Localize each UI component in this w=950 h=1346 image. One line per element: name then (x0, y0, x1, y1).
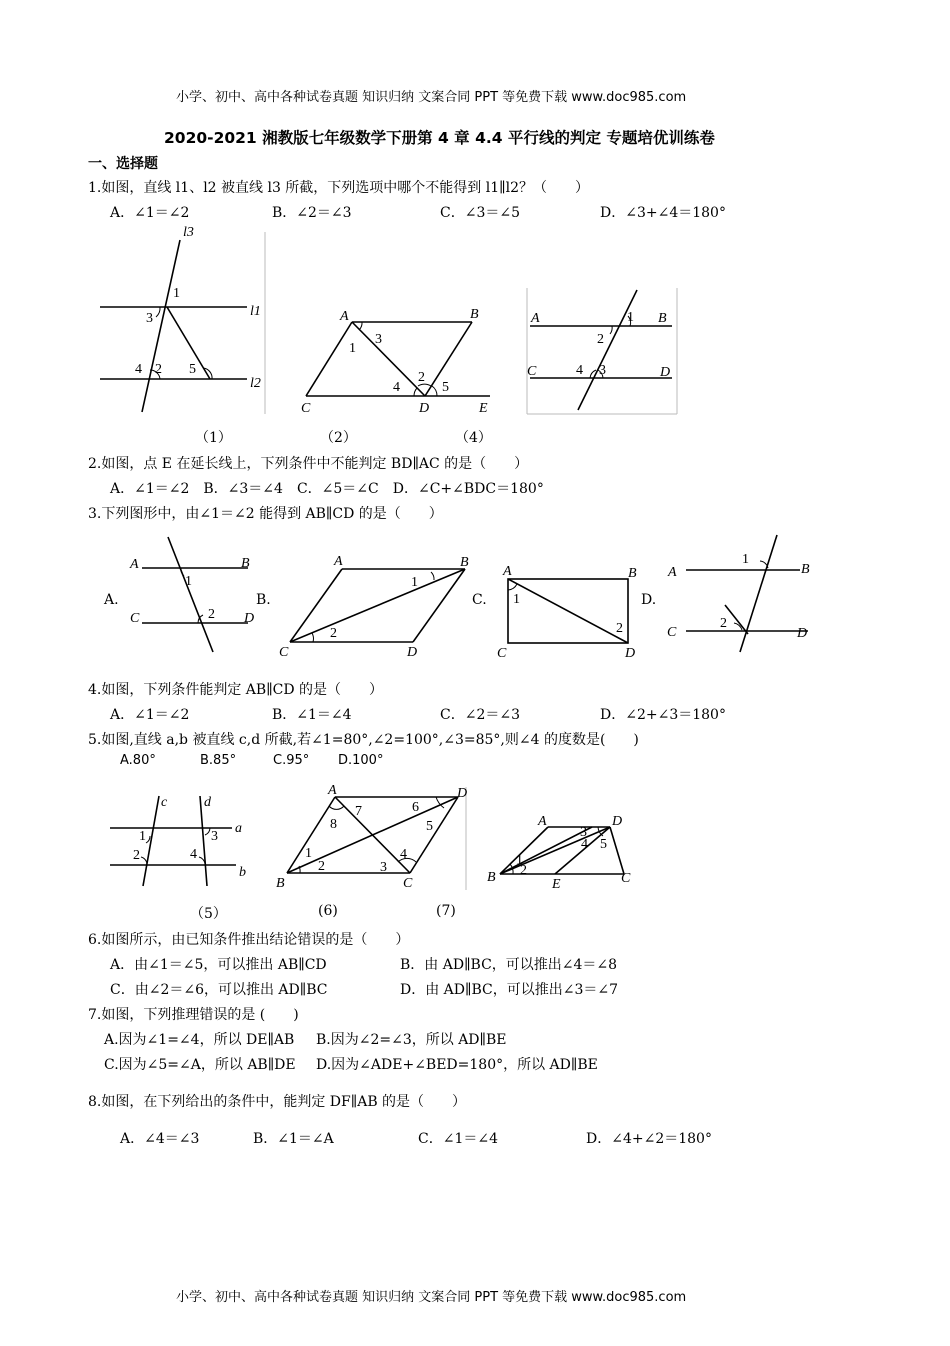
q3-stem: 3.下列图形中，由∠1＝∠2 能得到 AB∥CD 的是（ ） (88, 506, 443, 522)
label-c: C (130, 611, 140, 626)
label-b: B (470, 307, 479, 322)
label-a: A (668, 565, 677, 580)
label-e: E (552, 877, 561, 892)
q5-option-a: A.80° (120, 753, 156, 768)
label-c: C (621, 871, 631, 886)
angle-label-1: 1 (411, 575, 418, 590)
q1-stem: 1.如图，直线 l1、l2 被直线 l3 所截，下列选项中哪个不能得到 l1∥l2？（ ） (88, 180, 589, 196)
q5-option-d: D.100° (338, 753, 384, 768)
q7-option-b: B.因为∠2=∠3，所以 AD∥BE (316, 1032, 507, 1048)
q3-label-b: B. (256, 592, 271, 608)
q6-option-b: B．由 AD∥BC，可以推出∠4＝∠8 (400, 957, 618, 973)
label-c: C (279, 645, 289, 660)
label-d: D (625, 646, 636, 661)
label-a: A (328, 783, 337, 798)
caption-figure-7: (7) (436, 903, 456, 919)
angle-label-3: 3 (599, 363, 606, 378)
label-c: c (161, 795, 168, 810)
label-d: D (797, 626, 808, 641)
angle-label-5: 5 (426, 819, 433, 834)
q1-option-b: B．∠2＝∠3 (272, 205, 352, 221)
q1-option-c: C．∠3＝∠5 (440, 205, 520, 221)
angle-label-3: 3 (146, 311, 153, 326)
page-header: 小学、初中、高中各种试卷真题 知识归纳 文案合同 PPT 等免费下载 www.doc985.com (176, 90, 687, 105)
label-d: D (457, 786, 468, 801)
angle-label-4: 4 (400, 847, 407, 862)
angle-label-2: 2 (520, 863, 527, 878)
q2-options: A．∠1＝∠2 B．∠3＝∠4 C．∠5＝∠C D．∠C+∠BDC＝180° (110, 481, 544, 497)
angle-label-1: 1 (742, 552, 749, 567)
label-l1: l1 (250, 304, 261, 319)
label-c: C (527, 364, 537, 379)
label-a: A (531, 311, 540, 326)
label-d: D (244, 611, 255, 626)
angle-label-3: 3 (211, 829, 218, 844)
q7-option-a: A.因为∠1=∠4，所以 DE∥AB (104, 1032, 295, 1048)
q7-option-d: D.因为∠ADE+∠BED=180°，所以 AD∥BE (316, 1057, 598, 1073)
q6-option-c: C．由∠2＝∠6，可以推出 AD∥BC (110, 982, 328, 998)
angle-label-5: 5 (189, 362, 196, 377)
label-b: B (241, 556, 250, 571)
angle-label-1: 1 (349, 341, 356, 356)
label-a: A (130, 557, 139, 572)
label-b: B (460, 555, 469, 570)
caption-figure-4: （4） (455, 430, 492, 446)
angle-label-4: 4 (576, 363, 583, 378)
q5-option-c: C.95° (273, 753, 310, 768)
page-title: 2020-2021 湘教版七年级数学下册第 4 章 4.4 平行线的判定 专题培优训练卷 (164, 129, 715, 147)
angle-label-1: 1 (139, 829, 146, 844)
angle-label-4: 4 (135, 362, 142, 377)
label-d: D (612, 814, 623, 829)
section-heading: 一、选择题 (88, 156, 158, 172)
q5-stem: 5.如图,直线 a,b 被直线 c,d 所截,若∠1=80°,∠2=100°,∠3=85°,则∠4 的度数是( ) (88, 732, 639, 748)
angle-label-4: 4 (581, 837, 588, 852)
angle-label-1: 1 (185, 574, 192, 589)
label-c: C (667, 625, 677, 640)
angle-label-2: 2 (330, 626, 337, 641)
caption-figure-1: （1） (195, 430, 232, 446)
q7-option-c: C.因为∠5=∠A，所以 AB∥DE (104, 1057, 296, 1073)
angle-label-1: 1 (173, 286, 180, 301)
label-l2: l2 (250, 376, 261, 391)
label-c: C (301, 401, 311, 416)
q4-option-a: A．∠1＝∠2 (110, 707, 190, 723)
q5-option-b: B.85° (200, 753, 237, 768)
label-d: D (660, 365, 671, 380)
segment-dc (610, 827, 624, 874)
label-b: B (276, 876, 285, 891)
angle-label-4: 4 (393, 380, 400, 395)
angle-label-2: 2 (720, 616, 727, 631)
angle-label-1: 1 (516, 853, 523, 868)
label-c: C (497, 646, 507, 661)
caption-figure-5: （5） (190, 906, 227, 922)
angle-label-2: 2 (208, 607, 215, 622)
q8-option-b: B．∠1＝∠A (253, 1131, 334, 1147)
label-a: a (235, 821, 242, 836)
angle-label-2: 2 (155, 362, 162, 377)
angle-label-5: 5 (600, 837, 607, 852)
page-footer: 小学、初中、高中各种试卷真题 知识归纳 文案合同 PPT 等免费下载 www.doc985.com (176, 1290, 687, 1305)
angle-label-8: 8 (330, 817, 337, 832)
label-a: A (334, 554, 343, 569)
angle-label-3: 3 (580, 825, 587, 840)
label-b: b (239, 865, 246, 880)
q8-stem: 8.如图，在下列给出的条件中，能判定 DF∥AB 的是（ ） (88, 1094, 467, 1110)
angle-label-2: 2 (597, 332, 604, 347)
q3-label-d: D. (641, 592, 657, 608)
q6-stem: 6.如图所示，由已知条件推出结论错误的是（ ） (88, 932, 410, 948)
label-a: A (538, 814, 547, 829)
caption-figure-6: (6) (318, 903, 338, 919)
q8-option-c: C．∠1＝∠4 (418, 1131, 498, 1147)
angle-label-1: 1 (513, 592, 520, 607)
q1-option-d: D．∠3+∠4＝180° (600, 205, 726, 221)
angle-label-2: 2 (133, 848, 140, 863)
angle-label-7: 7 (355, 804, 362, 819)
q6-option-d: D．由 AD∥BC，可以推出∠3＝∠7 (400, 982, 619, 998)
q3-label-c: C. (472, 592, 487, 608)
label-e: E (479, 401, 488, 416)
q6-option-a: A．由∠1＝∠5，可以推出 AB∥CD (110, 957, 327, 973)
q2-stem: 2.如图，点 E 在延长线上，下列条件中不能判定 BD∥AC 的是（ ） (88, 456, 529, 472)
angle-label-4: 4 (190, 847, 197, 862)
q1-option-a: A．∠1＝∠2 (110, 205, 190, 221)
label-l3: l3 (183, 225, 194, 240)
angle-label-6: 6 (412, 800, 419, 815)
label-b: B (658, 311, 667, 326)
label-d: D (407, 645, 418, 660)
caption-figure-2: （2） (320, 430, 357, 446)
label-a: A (503, 564, 512, 579)
angle-label-1: 1 (305, 846, 312, 861)
label-c: C (403, 876, 413, 891)
q4-option-c: C．∠2＝∠3 (440, 707, 520, 723)
angle-label-2: 2 (418, 370, 425, 385)
angle-label-2: 2 (616, 621, 623, 636)
label-b: B (628, 566, 637, 581)
q3-label-a: A. (104, 592, 119, 608)
label-b: B (487, 870, 496, 885)
angle-label-2: 2 (318, 859, 325, 874)
label-b: B (801, 562, 810, 577)
q4-option-d: D．∠2+∠3＝180° (600, 707, 726, 723)
label-d: D (419, 401, 430, 416)
label-a: A (340, 309, 349, 324)
angle-label-5: 5 (442, 380, 449, 395)
label-d: d (204, 795, 211, 810)
angle-label-3: 3 (375, 332, 382, 347)
segment-bf (500, 827, 592, 874)
q4-stem: 4.如图，下列条件能判定 AB∥CD 的是（ ） (88, 682, 384, 698)
q8-option-a: A．∠4＝∠3 (120, 1131, 200, 1147)
angle-label-1: 1 (627, 310, 634, 325)
q4-option-b: B．∠1＝∠4 (272, 707, 352, 723)
q8-option-d: D．∠4+∠2＝180° (586, 1131, 712, 1147)
q7-stem: 7.如图，下列推理错误的是 ( ) (88, 1007, 299, 1023)
angle-label-3: 3 (380, 860, 387, 875)
